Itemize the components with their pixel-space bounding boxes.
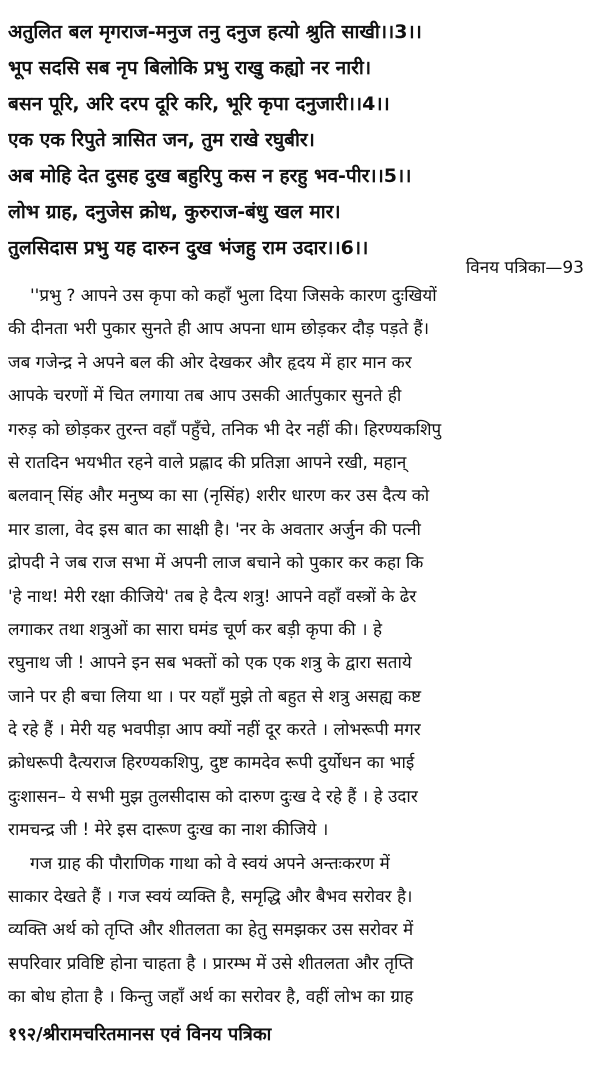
prose-line: दे रहे हैं । मेरी यह भवपीड़ा आप क्यों नहीं दूर करते । लोभरूपी मगर <box>8 720 421 741</box>
prose-line: रघुनाथ जी ! आपने इन सब भक्तों को एक एक शत्रु के द्वारा सताये <box>8 653 412 674</box>
prose-line: आपके चरणों में चित लगाया तब आप उसकी आर्तपुकार सुनते ही <box>8 386 402 407</box>
verse-line: लोभ ग्राह, दनुजेस क्रोध, कुरुराज-बंधु खल मार। <box>8 201 341 223</box>
prose-line: जब गजेन्द्र ने अपने बल की ओर देखकर और हृदय में हार मान कर <box>8 352 412 373</box>
prose-line: क्रोधरूपी दैत्यराज हिरण्यकशिपु, दुष्ट कामदेव रूपी दुर्योधन का भाई <box>8 753 415 774</box>
prose-line: दुःशासन– ये सभी मुझ तुलसीदास को दारुण दुःख दे रहे हैं । हे उदार <box>8 786 418 807</box>
prose-line: मार डाला, वेद इस बात का साक्षी है। 'नर के अवतार अर्जुन की पत्नी <box>8 519 421 540</box>
verse-line: अतुलित बल मृगराज-मनुज तनु दनुज हत्यो श्रुति साखी।।3।। <box>8 21 422 43</box>
prose-line: सपरिवार प्रविष्टि होना चाहता है । प्रारम्भ में उसे शीतलता और तृप्ति <box>8 953 414 974</box>
prose-line: साकार देखते हैं । गज स्वयं व्यक्ति है, समृद्धि और बैभव सरोवर है। <box>8 887 413 908</box>
verse-block <box>8 14 592 266</box>
prose-line: गज ग्राह की पौराणिक गाथा को वे स्वयं अपने अन्तःकरण में <box>30 853 390 874</box>
commentary-block <box>8 280 592 1015</box>
prose-line: की दीनता भरी पुकार सुनते ही आप अपना धाम छोड़कर दौड़ पड़ते हैं। <box>8 319 430 340</box>
page-footer: १९२/श्रीरामचरितमानस एवं विनय पत्रिका <box>8 1024 272 1045</box>
prose-line: लगाकर तथा शत्रुओं का सारा घमंड चूर्ण कर बड़ी कृपा की । हे <box>8 619 382 640</box>
prose-line: बलवान् सिंह और मनुष्य का सा (नृसिंह) शरीर धारण कर उस दैत्य को <box>8 486 430 507</box>
verse-line: तुलसिदास प्रभु यह दारुन दुख भंजहु राम उदार।।6।। <box>8 237 369 259</box>
verse-line: अब मोहि देत दुसह दुख बहुरिपु कस न हरहु भव-पीर।।5।। <box>8 165 412 187</box>
prose-line: का बोध होता है । किन्तु जहाँ अर्थ का सरोवर है, वहीं लोभ का ग्राह <box>8 987 414 1008</box>
verse-line: एक एक रिपुते त्रासित जन, तुम राखे रघुबीर। <box>8 129 315 151</box>
verse-source-citation: विनय पत्रिका—93 <box>465 258 584 278</box>
prose-line: द्रोपदी ने जब राज सभा में अपनी लाज बचाने को पुकार कर कहा कि <box>8 553 424 574</box>
verse-line: भूप सदसि सब नृप बिलोकि प्रभु राखु कह्यो नर नारी। <box>8 57 372 79</box>
verse-line: बसन पूरि, अरि दरप दूरि करि, भूरि कृपा दनुजारी।।4।। <box>8 93 390 115</box>
prose-line: जाने पर ही बचा लिया था । पर यहाँ मुझे तो बहुत से शत्रु असह्य कष्ट <box>8 686 422 707</box>
prose-line: से रातदिन भयभीत रहने वाले प्रह्लाद की प्रतिज्ञा आपने रखी, महान् <box>8 452 407 473</box>
prose-line: ''प्रभु ? आपने उस कृपा को कहाँ भुला दिया जिसके कारण दुःखियों <box>30 286 437 306</box>
prose-line: 'हे नाथ! मेरी रक्षा कीजिये' तब हे दैत्य शत्रु! आपने वहाँ वस्त्रों के ढेर <box>8 586 417 607</box>
prose-line: रामचन्द्र जी ! मेरे इस दारूण दुःख का नाश कीजिये । <box>8 820 329 841</box>
prose-line: व्यक्ति अर्थ को तृप्ति और शीतलता का हेतु समझकर उस सरोवर में <box>8 920 414 941</box>
prose-line: गरुड़ को छोड़कर तुरन्त वहाँ पहुँचे, तनिक भी देर नहीं की। हिरण्यकशिपु <box>8 419 442 440</box>
